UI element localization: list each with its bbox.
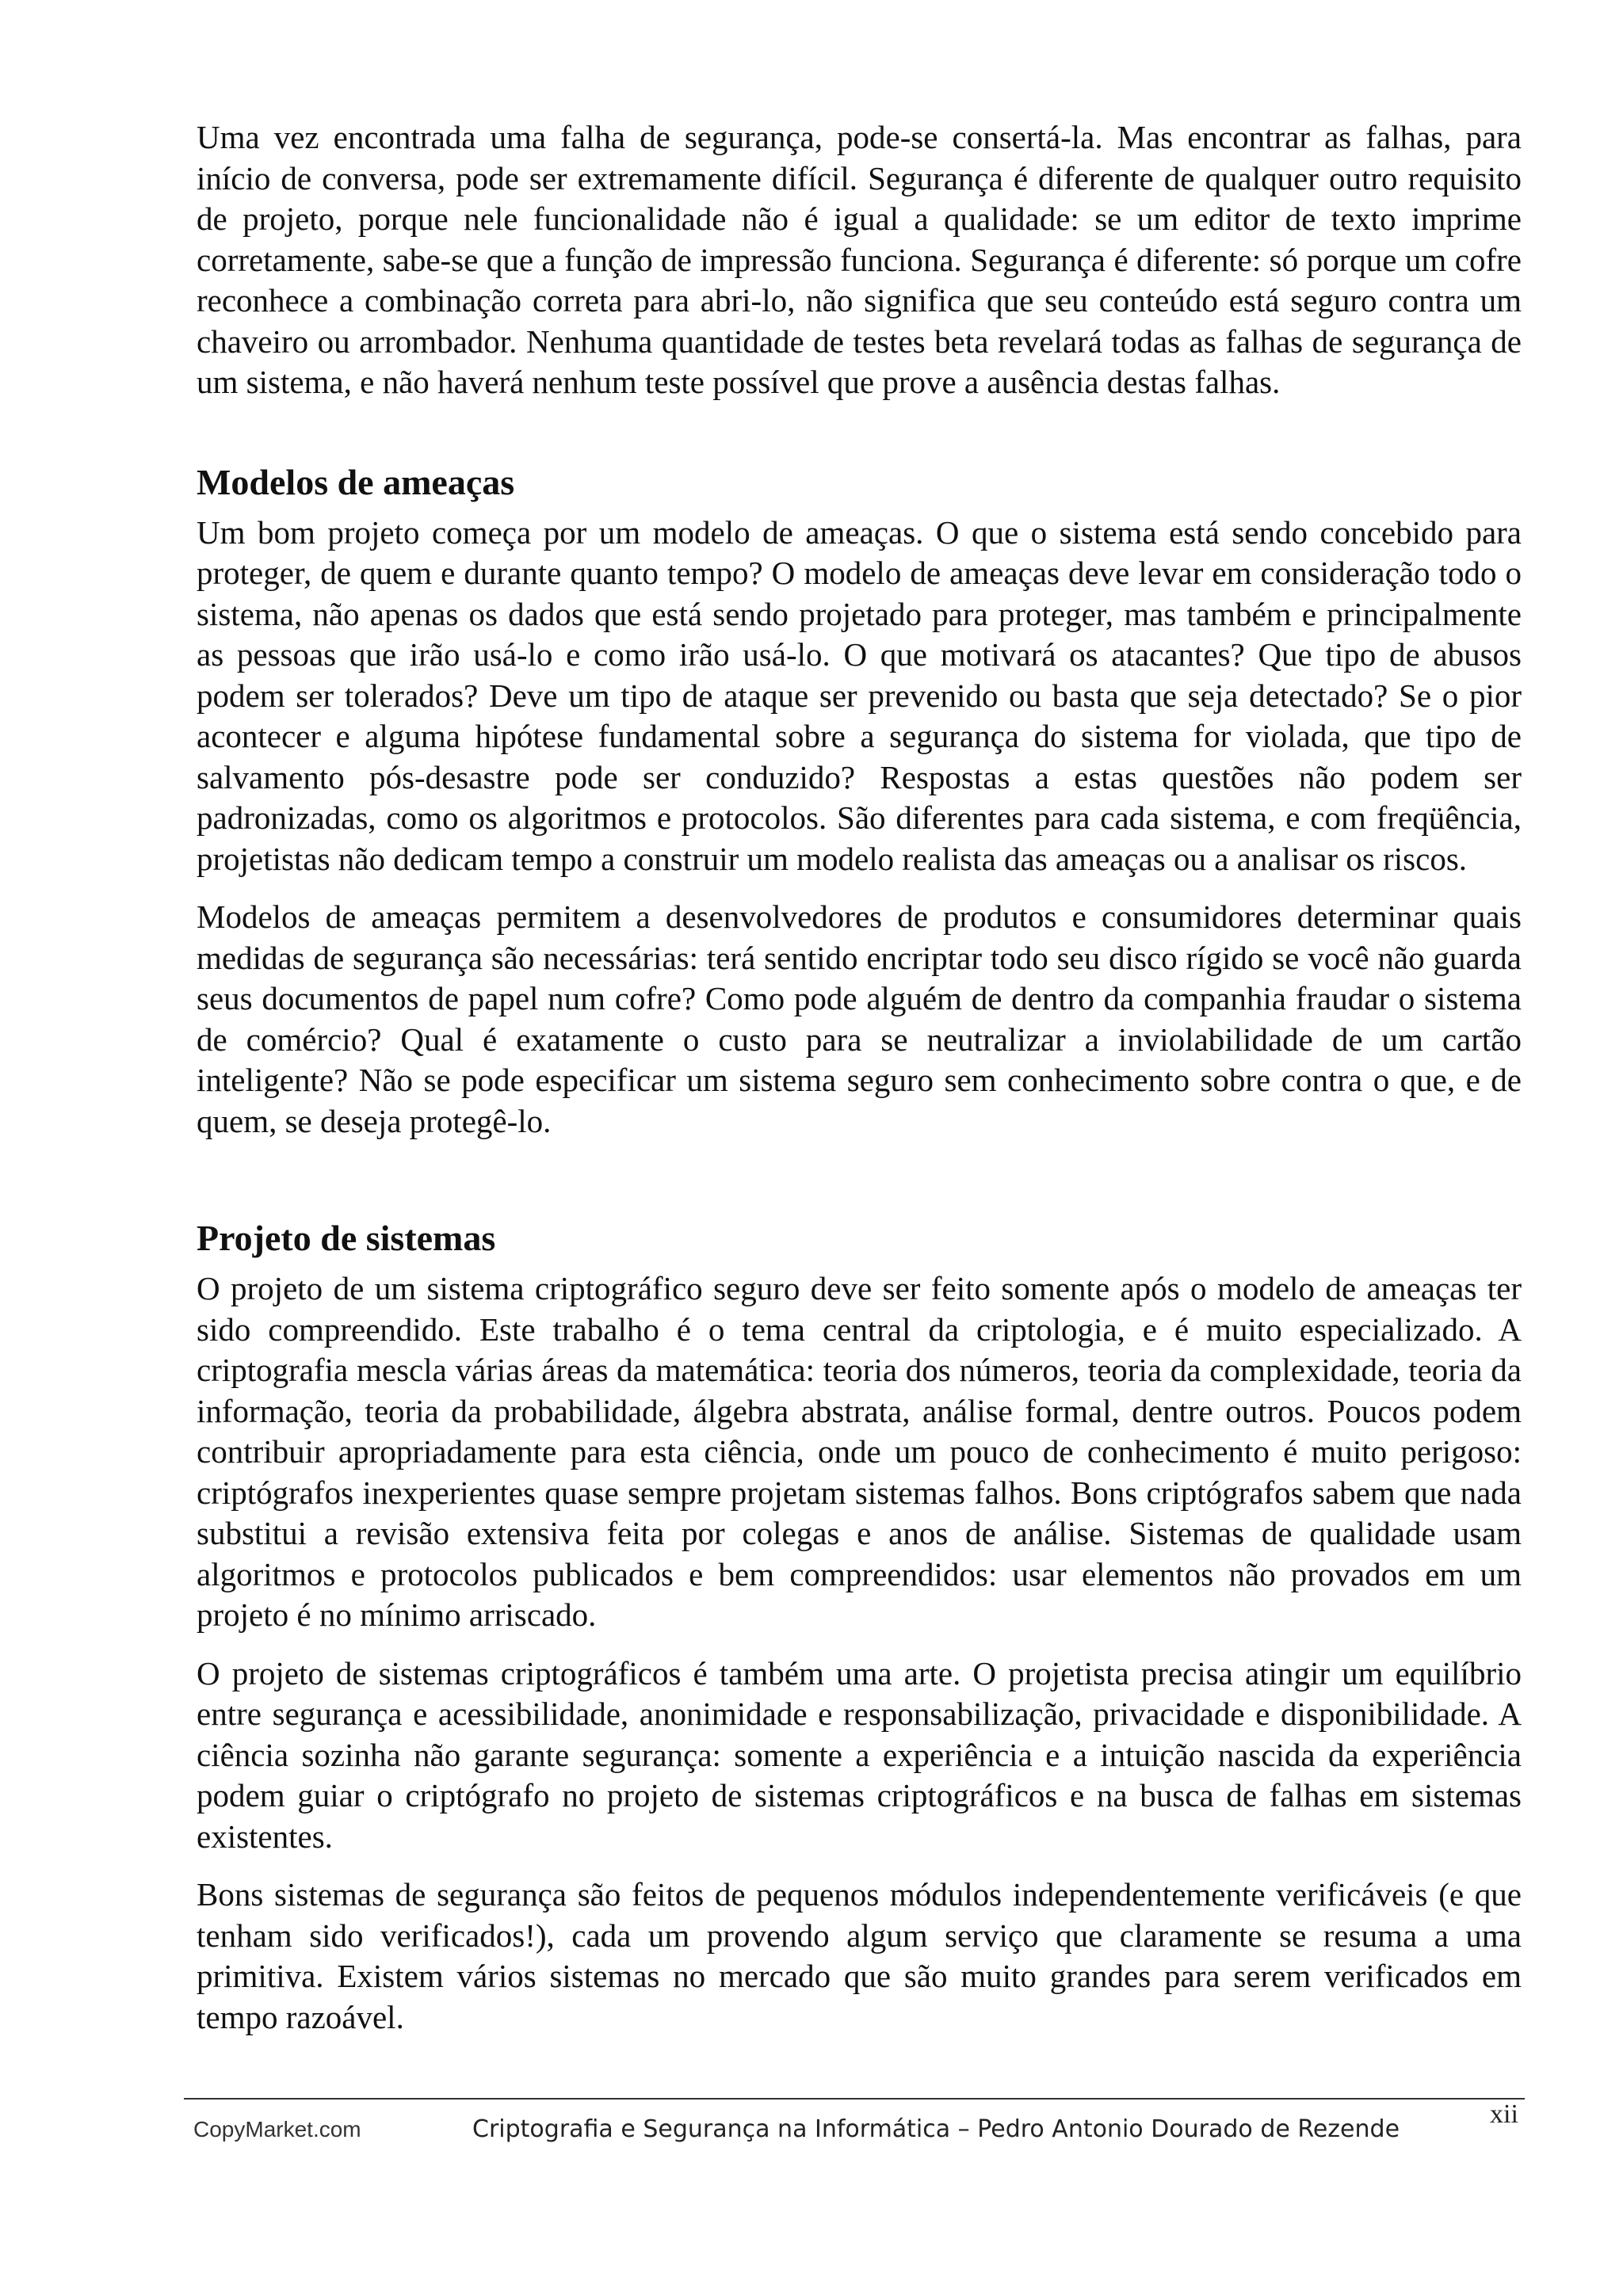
section-heading-system-design: Projeto de sistemas [197, 1218, 496, 1258]
system-design-paragraph-3: Bons sistemas de segurança são feitos de pequenos módulos independentemente verificáveis (e que tenham sido verificados!), cada um provendo algum serviço que claramente se resuma a uma primitiva. Existem vários sistemas no mercado que são muito grandes para serem verificados em tempo razoável. [197, 1876, 1522, 2035]
system-design-paragraph-2: O projeto de sistemas criptográficos é também uma arte. O projetista precisa atingir um equilíbrio entre segurança e acessibilidade, anonimidade e responsabilização, privacidade e disponibilidade. A ciência sozinha não garante segurança: somente a experiência e a intuição nascida da experiência podem guiar o criptógrafo no projeto de sistemas criptográficos e na busca de falhas em sistemas existentes. [197, 1654, 1522, 1855]
threat-models-section [197, 460, 1522, 1142]
system-design-section [197, 1216, 1522, 2038]
section-heading-threat-models: Modelos de ameaças [197, 461, 515, 502]
system-design-paragraph-1: O projeto de um sistema criptográfico seguro deve ser feito somente após o modelo de ameaças ter sido compreendido. Este trabalho é o tema central da criptologia, e é muito especializado. A criptografia mescla várias áreas da matemática: teoria dos números, teoria da complexidade, teoria da informação, teoria da probabilidade, álgebra abstrata, análise formal, dentre outros. Poucos podem contribuir apropriadamente para esta ciência, onde um pouco de conhecimento é muito perigoso: criptógrafos inexperientes quase sempre projetam sistemas falhos. Bons criptógrafos sabem que nada substitui a revisão extensiva feita por colegas e anos de análise. Sistemas de qualidade usam algoritmos e protocolos publicados e bem compreendidos: usar elementos não provados em um projeto é no mínimo arriscado. [197, 1270, 1522, 1633]
intro-section [197, 117, 1522, 403]
page-number: xii [1490, 2100, 1518, 2129]
threat-models-paragraph-2: Modelos de ameaças permitem a desenvolvedores de produtos e consumidores determinar quais medidas de segurança são necessárias: terá sentido encriptar todo seu disco rígido se você não guarda seus documentos de papel num cofre? Como pode alguém de dentro da companhia fraudar o sistema de comércio? Qual é exatamente o custo para se neutralizar a inviolabilidade de um cartão inteligente? Não se pode especificar um sistema seguro sem conhecimento sobre contra o que, e de quem, se deseja protegê-lo. [197, 898, 1522, 1139]
page-body [197, 117, 1522, 2038]
footer-source: CopyMarket.com [193, 2117, 361, 2142]
footer-divider [184, 2098, 1525, 2100]
threat-models-paragraph-1: Um bom projeto começa por um modelo de ameaças. O que o sistema está sendo concebido para proteger, de quem e durante quanto tempo? O modelo de ameaças deve levar em consideração todo o sistema, não apenas os dados que está sendo projetado para proteger, mas também e principalmente as pessoas que irão usá-lo e como irão usá-lo. O que motivará os atacantes? Que tipo de abusos podem ser tolerados? Deve um tipo de ataque ser prevenido ou basta que seja detectado? Se o pior acontecer e alguma hipótese fundamental sobre a segurança do sistema for violada, que tipo de salvamento pós-desastre pode ser conduzido? Respostas a estas questões não podem ser padronizadas, como os algoritmos e protocolos. São diferentes para cada sistema, e com freqüência, projetistas não dedicam tempo a construir um modelo realista das ameaças ou a analisar os riscos. [197, 513, 1522, 877]
footer-book-title: Criptografia e Segurança na Informática – Pedro Antonio Dourado de Rezende [472, 2115, 1400, 2143]
intro-paragraph: Uma vez encontrada uma falha de segurança, pode-se consertá-la. Mas encontrar as falhas, para início de conversa, pode ser extremamente difícil. Segurança é diferente de qualquer outro requisito de projeto, porque nele funcionalidade não é igual a qualidade: se um editor de texto imprime corretamente, sabe-se que a função de impressão funciona. Segurança é diferente: só porque um cofre reconhece a combinação correta para abri-lo, não significa que seu conteúdo está seguro contra um chaveiro ou arrombador. Nenhuma quantidade de testes beta revelará todas as falhas de segurança de um sistema, e não haverá nenhum teste possível que prove a ausência destas falhas. [197, 119, 1522, 400]
